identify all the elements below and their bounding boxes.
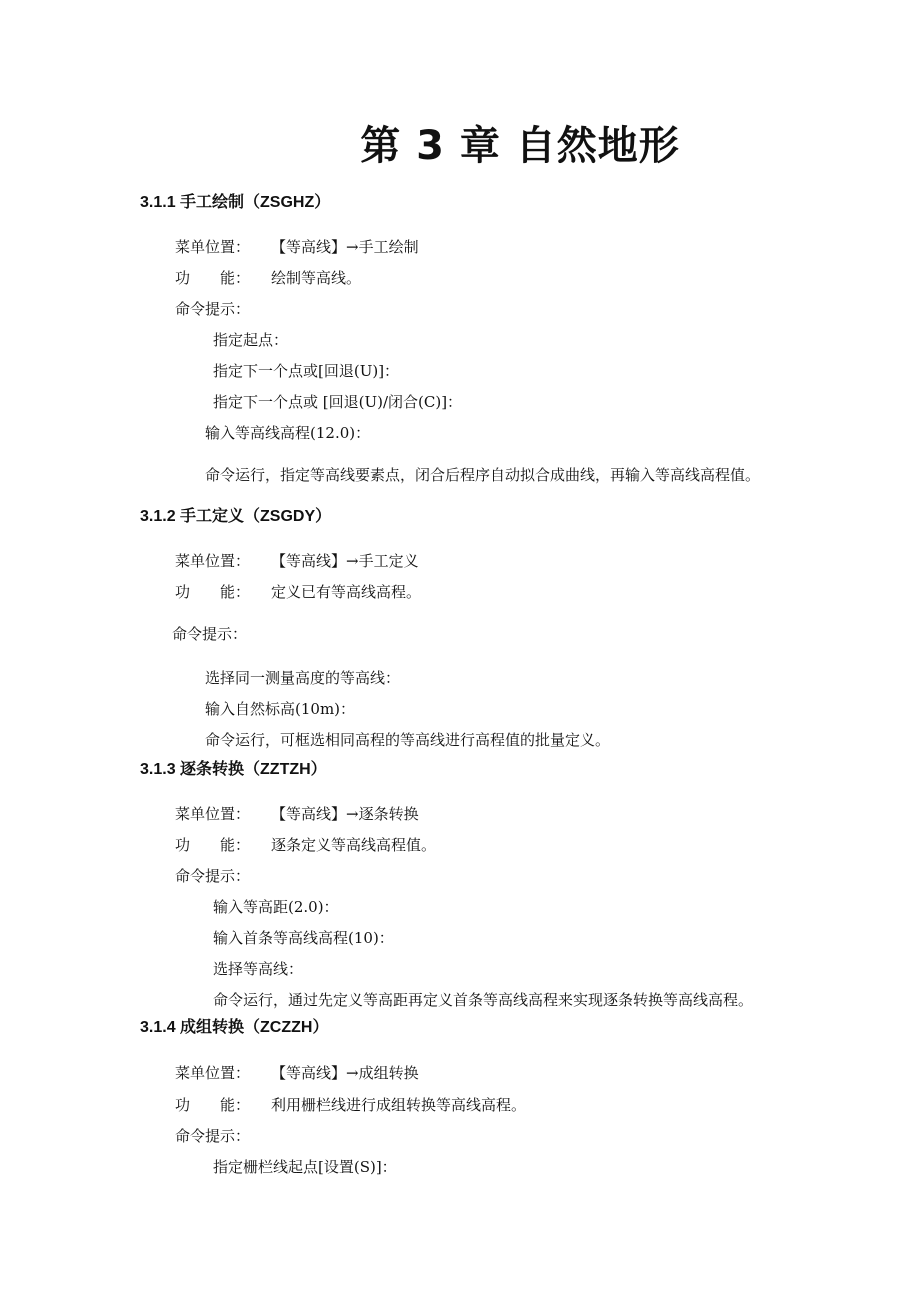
prompt-line: 输入自然标高(10m)： (205, 700, 356, 718)
section-heading-3-1-4: 3.1.4 成组转换（ZCZZH） (140, 1019, 329, 1036)
function-value: 绘制等高线。 (271, 269, 362, 287)
function-value: 利用栅栏线进行成组转换等高线高程。 (271, 1096, 527, 1114)
function-line (175, 1096, 526, 1114)
menu-location-line (175, 1064, 419, 1082)
prompt-line: 选择同一测量高度的等高线： (205, 669, 401, 687)
function-value: 逐条定义等高线高程值。 (271, 836, 437, 854)
command-prompt-label: 命令提示： (172, 625, 248, 643)
section-heading-3-1-3: 3.1.3 逐条转换（ZZTZH） (140, 761, 327, 778)
section-heading-3-1-2: 3.1.2 手工定义（ZSGDY） (140, 508, 332, 525)
function-value: 定义已有等高线高程。 (271, 583, 422, 601)
function-line (175, 269, 361, 287)
command-prompt-label: 命令提示： (175, 300, 251, 318)
menu-location-line (175, 552, 419, 570)
menu-location-label: 菜单位置： (175, 552, 251, 570)
prompt-line: 指定起点： (213, 331, 289, 349)
prompt-line: 指定下一个点或 [回退(U)/闭合(C)]： (213, 393, 463, 411)
menu-location-label: 菜单位置： (175, 238, 251, 256)
section-heading-3-1-1: 3.1.1 手工绘制（ZSGHZ） (140, 194, 331, 211)
menu-location-value: 【等高线】→逐条转换 (271, 805, 419, 823)
prompt-line: 选择等高线： (213, 960, 304, 978)
prompt-line: 指定下一个点或[回退(U)]： (213, 362, 400, 380)
function-label: 功 能： (175, 583, 251, 601)
menu-location-value: 【等高线】→手工绘制 (271, 238, 419, 256)
menu-location-label: 菜单位置： (175, 1064, 251, 1082)
command-prompt-label: 命令提示： (175, 1127, 251, 1145)
prompt-line: 输入等高线高程(12.0)： (205, 424, 371, 442)
prompt-line: 输入等高距(2.0)： (213, 898, 339, 916)
function-label: 功 能： (175, 1096, 251, 1114)
command-note: 命令运行，通过先定义等高距再定义首条等高线高程来实现逐条转换等高线高程。 (213, 991, 754, 1009)
menu-location-value: 【等高线】→成组转换 (271, 1064, 419, 1082)
prompt-line: 输入首条等高线高程(10)： (213, 929, 394, 947)
function-line (175, 836, 436, 854)
command-note: 命令运行，指定等高线要素点，闭合后程序自动拟合成曲线，再输入等高线高程值。 (205, 466, 761, 484)
menu-location-line (175, 238, 419, 256)
command-prompt-label: 命令提示： (175, 867, 251, 885)
function-label: 功 能： (175, 269, 251, 287)
menu-location-value: 【等高线】→手工定义 (271, 552, 419, 570)
command-note: 命令运行，可框选相同高程的等高线进行高程值的批量定义。 (205, 731, 611, 749)
menu-location-line (175, 805, 419, 823)
chapter-title: 第 3 章 自然地形 (360, 123, 680, 169)
menu-location-label: 菜单位置： (175, 805, 251, 823)
prompt-line: 指定栅栏线起点[设置(S)]： (213, 1158, 397, 1176)
function-line (175, 583, 421, 601)
function-label: 功 能： (175, 836, 251, 854)
